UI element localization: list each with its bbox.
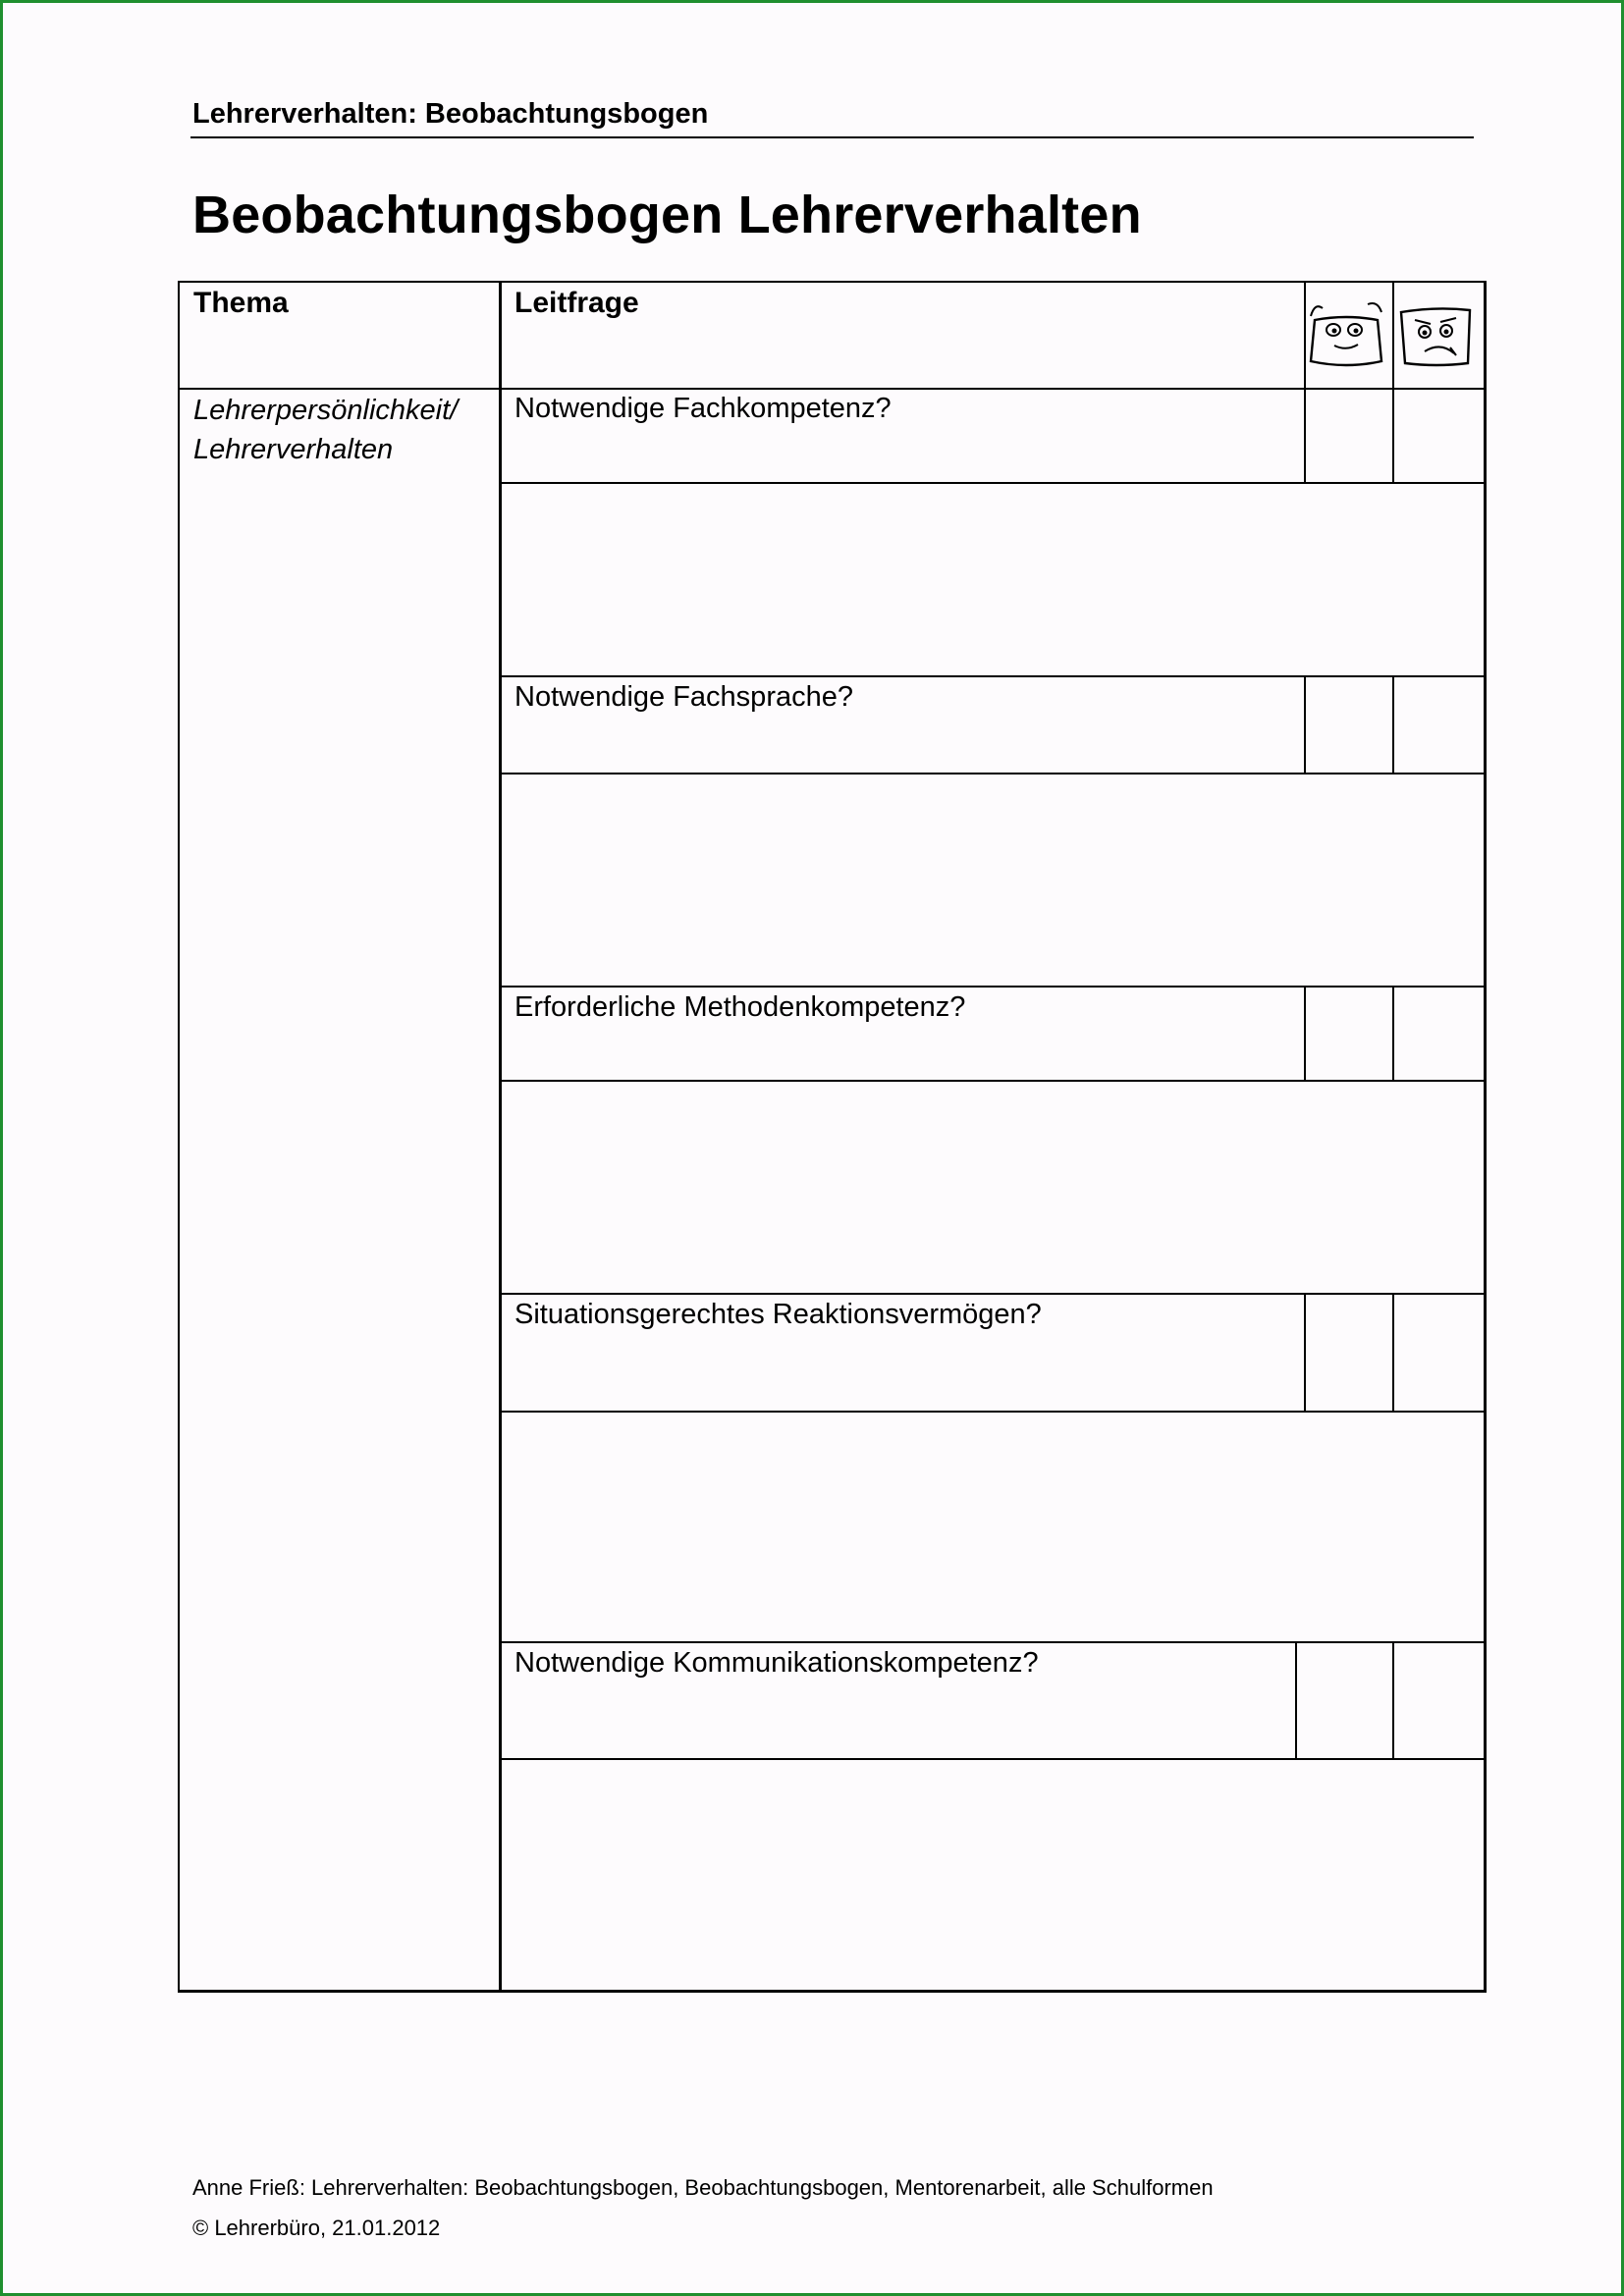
question-kommunikationskompetenz: Notwendige Kommunikationskompetenz? [514, 1647, 1039, 1679]
rating-col-divider [1304, 1293, 1306, 1413]
row-divider [499, 986, 1487, 988]
column-header-leitfrage: Leitfrage [514, 287, 639, 319]
rating-col-divider [1392, 986, 1394, 1082]
row-divider [499, 482, 1487, 484]
rating-col-divider [1392, 1293, 1394, 1413]
question-fachkompetenz: Notwendige Fachkompetenz? [514, 393, 892, 424]
table-border-top [178, 281, 1487, 283]
question-fachsprache: Notwendige Fachsprache? [514, 681, 853, 713]
table-border-left [178, 281, 180, 1992]
footer-source: Anne Frieß: Lehrerverhalten: Beobachtungsbogen, Beobachtungsbogen, Mentorenarbeit, alle Schulformen [192, 2175, 1214, 2200]
thema-label [193, 391, 458, 469]
row-divider [499, 1080, 1487, 1082]
column-header-thema: Thema [193, 287, 289, 319]
thema-line: Lehrerpersönlichkeit/ [193, 395, 459, 426]
row-divider [499, 1411, 1487, 1413]
rating-col-divider [1304, 986, 1306, 1082]
table-border-right [1484, 281, 1487, 1992]
table-border-bottom [178, 1990, 1487, 1993]
question-reaktionsvermoegen: Situationsgerechtes Reaktionsvermögen? [514, 1299, 1042, 1330]
row-divider [499, 675, 1487, 677]
sad-face-icon [1397, 302, 1476, 371]
running-header: Lehrerverhalten: Beobachtungsbogen [192, 98, 709, 130]
row-divider [499, 1758, 1487, 1760]
header-row-divider [178, 388, 1487, 390]
thema-line: Lehrerverhalten [193, 434, 394, 465]
rating-col-divider [1295, 1641, 1297, 1760]
rating-col-divider [1304, 281, 1306, 484]
document-title: Beobachtungsbogen Lehrerverhalten [192, 186, 1142, 244]
rating-col-divider [1392, 281, 1394, 484]
column-divider [499, 281, 502, 1992]
happy-face-icon [1307, 298, 1385, 371]
rating-col-divider [1304, 675, 1306, 774]
rating-col-divider [1392, 675, 1394, 774]
row-divider [499, 1641, 1487, 1643]
row-divider [499, 773, 1487, 774]
header-rule [190, 136, 1474, 138]
row-divider [499, 1293, 1487, 1295]
question-methodenkompetenz: Erforderliche Methodenkompetenz? [514, 991, 966, 1023]
footer-copyright: © Lehrerbüro, 21.01.2012 [192, 2216, 441, 2240]
rating-col-divider [1392, 1641, 1394, 1760]
